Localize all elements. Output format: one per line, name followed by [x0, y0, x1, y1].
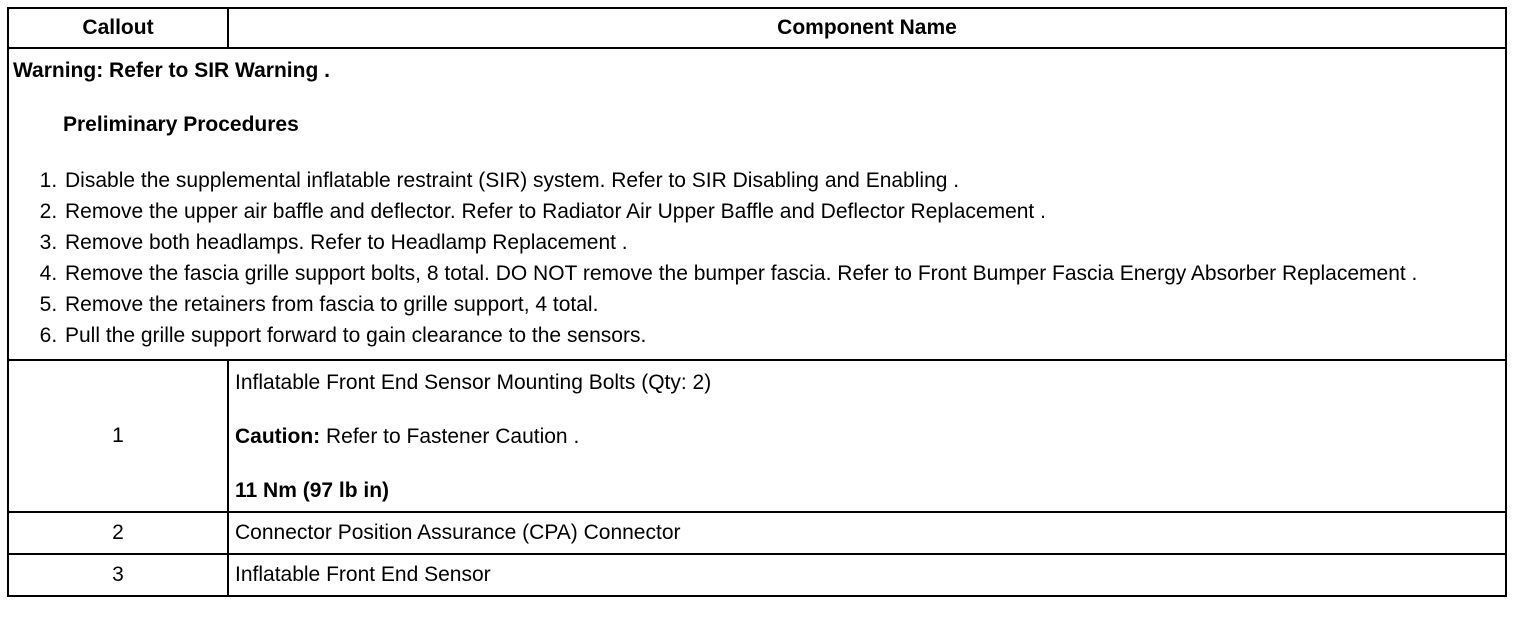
warning-text: Warning: Refer to SIR Warning . [13, 59, 330, 82]
step-item: 4. Remove the fascia grille support bolts, 8 total. DO NOT remove the bumper fascia. Refer to Front Bumper Fascia Energy Absorber Replacement . [63, 258, 1501, 289]
header-callout: Callout [8, 8, 228, 48]
preliminary-title: Preliminary Procedures [63, 113, 299, 136]
table-row [8, 360, 1506, 512]
callout-cell: 2 [8, 512, 228, 554]
caution-line [235, 423, 1499, 451]
caution-label: Caution: [235, 425, 321, 448]
procedure-page [7, 7, 1507, 597]
component-cell: Inflatable Front End Sensor [228, 554, 1506, 596]
preliminary-steps [13, 165, 1501, 351]
step-item: 2. Remove the upper air baffle and deflector. Refer to Radiator Air Upper Baffle and Deflector Replacement . [63, 196, 1501, 227]
torque-spec: 11 Nm (97 lb in) [235, 479, 390, 502]
step-item: 3. Remove both headlamps. Refer to Headlamp Replacement . [63, 227, 1501, 258]
callout-cell: 3 [8, 554, 228, 596]
callout-table [7, 7, 1507, 597]
preliminary-row [8, 48, 1506, 360]
table-row [8, 512, 1506, 554]
caution-text: Refer to Fastener Caution . [320, 425, 580, 448]
component-name: Inflatable Front End Sensor Mounting Bolts (Qty: 2) [235, 371, 712, 394]
component-cell: Connector Position Assurance (CPA) Connector [228, 512, 1506, 554]
component-cell [228, 360, 1506, 512]
step-item: 5. Remove the retainers from fascia to grille support, 4 total. [63, 289, 1501, 320]
preliminary-cell [8, 48, 1506, 360]
header-component-name: Component Name [228, 8, 1506, 48]
callout-cell: 1 [8, 360, 228, 512]
step-item: 6. Pull the grille support forward to gain clearance to the sensors. [63, 320, 1501, 351]
step-item: 1. Disable the supplemental inflatable restraint (SIR) system. Refer to SIR Disabling and Enabling . [63, 165, 1501, 196]
table-row [8, 554, 1506, 596]
table-header-row [8, 8, 1506, 48]
